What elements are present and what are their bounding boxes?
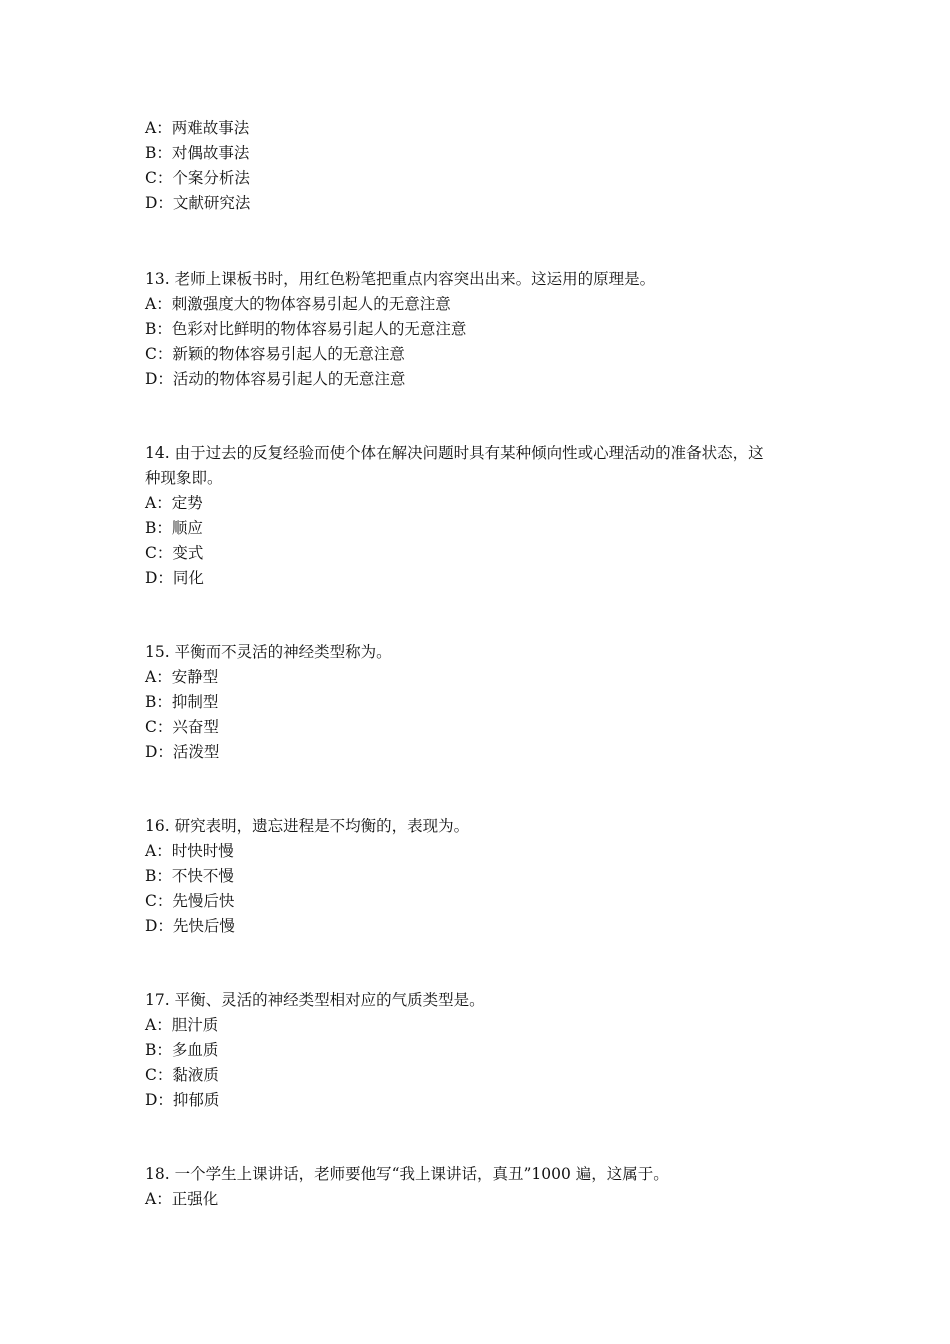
question-stem: 16. 研究表明，遗忘进程是不均衡的，表现为。 (145, 817, 470, 835)
option-c: C：兴奋型 (145, 718, 219, 736)
option-a: A：安静型 (145, 668, 219, 686)
question-18 (145, 1162, 815, 1212)
option-b: B：抑制型 (145, 693, 219, 711)
option-c: C：个案分析法 (145, 169, 250, 187)
option-a: A：胆汁质 (145, 1016, 219, 1034)
option-a: A：正强化 (145, 1190, 219, 1208)
option-d: D：文献研究法 (145, 194, 251, 212)
option-b: B：色彩对比鲜明的物体容易引起人的无意注意 (145, 320, 467, 338)
question-stem: 13. 老师上课板书时，用红色粉笔把重点内容突出出来。这运用的原理是。 (145, 270, 656, 288)
option-d: D：抑郁质 (145, 1091, 220, 1109)
question-stem: 17. 平衡、灵活的神经类型相对应的气质类型是。 (145, 991, 485, 1009)
spacer (145, 939, 815, 988)
spacer (145, 1113, 815, 1162)
spacer (145, 392, 815, 441)
question-17 (145, 988, 815, 1113)
spacer (145, 216, 815, 267)
option-c: C：黏液质 (145, 1066, 219, 1084)
option-c: C：新颖的物体容易引起人的无意注意 (145, 345, 405, 363)
question-15 (145, 640, 815, 765)
option-d: D：先快后慢 (145, 917, 235, 935)
question-stem: 15. 平衡而不灵活的神经类型称为。 (145, 643, 392, 661)
question-stem-line-2: 种现象即。 (145, 469, 223, 487)
option-b: B：多血质 (145, 1041, 219, 1059)
question-14 (145, 441, 815, 591)
document-page (145, 116, 815, 1212)
option-a: A：定势 (145, 494, 203, 512)
question-stem-line-1: 14. 由于过去的反复经验而使个体在解决问题时具有某种倾向性或心理活动的准备状态，这 (145, 444, 764, 462)
spacer (145, 591, 815, 640)
option-d: D：活泼型 (145, 743, 220, 761)
option-c: C：先慢后快 (145, 892, 235, 910)
option-b: B：不快不慢 (145, 867, 234, 885)
question-12-options (145, 116, 815, 216)
spacer (145, 765, 815, 814)
option-d: D：活动的物体容易引起人的无意注意 (145, 370, 406, 388)
question-stem: 18. 一个学生上课讲话，老师要他写“我上课讲话，真丑”1000 遍，这属于。 (145, 1165, 669, 1183)
option-b: B：顺应 (145, 519, 203, 537)
option-d: D：同化 (145, 569, 204, 587)
question-13 (145, 267, 815, 392)
option-a: A：刺激强度大的物体容易引起人的无意注意 (145, 295, 451, 313)
option-b: B：对偶故事法 (145, 144, 250, 162)
option-a: A：时快时慢 (145, 842, 234, 860)
question-16 (145, 814, 815, 939)
option-a: A：两难故事法 (145, 119, 250, 137)
option-c: C：变式 (145, 544, 204, 562)
